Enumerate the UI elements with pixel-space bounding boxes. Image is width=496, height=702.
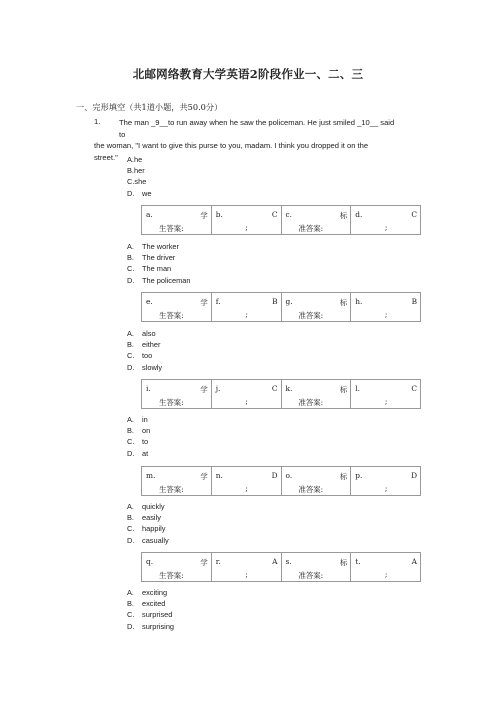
cell-text: 准答案: — [298, 311, 324, 320]
option-letter: D. — [127, 188, 135, 198]
option-letter: A. — [127, 415, 134, 424]
cell-tail: 学 — [200, 385, 208, 394]
cell-label: a. — [146, 210, 153, 219]
option-d[interactable] — [127, 448, 150, 459]
option-text: The man — [142, 264, 172, 274]
answer-cell — [282, 380, 352, 408]
cell-label: e. — [146, 297, 153, 306]
cell-tail: 标 — [339, 385, 348, 394]
cell-text: 生答案: — [159, 311, 184, 320]
option-c[interactable] — [127, 523, 169, 534]
section-heading: 一、完形填空（共1道小题，共50.0分） — [76, 102, 223, 112]
page-title: 北邮网络教育大学英语2阶段作业一、二、三 — [132, 67, 364, 81]
option-a[interactable] — [127, 241, 190, 252]
answer-cell — [142, 467, 212, 495]
option-list-3 — [127, 328, 162, 373]
option-list-5 — [127, 501, 169, 546]
cell-tail: 标 — [339, 558, 348, 567]
option-text: her — [133, 166, 145, 176]
cell-text: ; — [245, 484, 248, 493]
option-text: exciting — [142, 588, 168, 597]
answer-cell — [351, 293, 420, 321]
cell-text: 准答案: — [298, 224, 324, 233]
option-text: easily — [142, 513, 161, 523]
answer-cell — [142, 553, 212, 581]
cell-label: t. — [355, 557, 361, 566]
cell-tail: 标 — [339, 472, 348, 481]
option-text: excited — [142, 599, 166, 609]
cell-label: q. — [146, 557, 154, 566]
option-text: casually — [142, 535, 169, 545]
answer-cell — [212, 293, 282, 321]
cell-label: r. — [215, 557, 221, 566]
option-letter: C. — [127, 264, 135, 274]
option-text: The driver — [142, 253, 176, 263]
cell-tail: 学 — [200, 298, 208, 307]
answer-cell — [351, 380, 420, 408]
option-b[interactable] — [127, 165, 151, 176]
cell-label: f. — [215, 297, 221, 306]
cell-tail: B — [411, 297, 417, 306]
option-text: he — [133, 155, 143, 164]
cell-label: p. — [355, 471, 363, 480]
answer-cell — [142, 206, 212, 234]
cell-tail: D — [271, 471, 278, 480]
option-a[interactable] — [127, 587, 174, 598]
cell-tail: C — [271, 210, 278, 219]
option-letter: C. — [127, 437, 135, 447]
cell-text: ; — [245, 310, 248, 319]
option-letter: A. — [127, 588, 134, 597]
option-c[interactable] — [127, 176, 151, 187]
cell-text: 生答案: — [159, 571, 184, 580]
answer-cell — [282, 293, 352, 321]
option-letter: C. — [127, 610, 135, 620]
cell-label: h. — [355, 297, 363, 306]
cell-text: ; — [245, 223, 248, 232]
cell-tail: A — [411, 557, 417, 566]
cell-text: 准答案: — [298, 485, 324, 494]
option-list-2 — [127, 241, 190, 286]
option-c[interactable] — [127, 263, 190, 274]
option-text: also — [142, 329, 156, 338]
option-list-1 — [127, 154, 151, 199]
option-b[interactable] — [127, 512, 169, 523]
option-letter: B. — [127, 513, 134, 523]
option-text: too — [142, 351, 153, 361]
option-letter: B. — [127, 166, 134, 176]
option-text: quickly — [142, 502, 165, 511]
option-text: The worker — [142, 242, 179, 251]
option-c[interactable] — [127, 350, 162, 361]
option-text: in — [142, 415, 148, 424]
answer-cell — [351, 206, 420, 234]
answer-cell — [212, 467, 282, 495]
option-c[interactable] — [127, 609, 174, 620]
cell-text: ; — [384, 223, 388, 232]
answer-cell — [212, 206, 282, 234]
option-text: on — [142, 426, 151, 436]
option-text: slowly — [142, 362, 163, 372]
answer-cell — [282, 553, 352, 581]
option-text: at — [142, 448, 149, 458]
answer-cell — [351, 467, 420, 495]
cell-text: 准答案: — [298, 398, 324, 407]
option-letter: B. — [127, 253, 134, 263]
option-d[interactable] — [127, 621, 174, 632]
cell-tail: B — [272, 297, 278, 306]
option-a[interactable] — [127, 414, 150, 425]
option-letter: D. — [127, 535, 135, 545]
option-letter: A. — [127, 155, 134, 164]
option-letter: A. — [127, 502, 134, 511]
option-letter: D. — [127, 362, 135, 372]
answer-cell — [142, 293, 212, 321]
option-text: we — [142, 188, 152, 198]
answer-cell — [142, 380, 212, 408]
option-letter: B. — [127, 426, 134, 436]
cell-label: m. — [146, 471, 156, 480]
cell-tail: C — [411, 384, 417, 393]
cell-label: n. — [215, 471, 223, 480]
cell-text: ; — [384, 484, 388, 493]
option-a[interactable] — [127, 154, 151, 165]
cell-label: l. — [355, 384, 360, 393]
answer-cell — [212, 553, 282, 581]
question-text — [94, 117, 401, 163]
option-letter: D. — [127, 275, 135, 285]
option-letter: D. — [127, 448, 135, 458]
option-text: surprised — [142, 610, 173, 620]
option-d[interactable] — [127, 188, 151, 199]
option-letter: B. — [127, 599, 134, 609]
question-line-1: The man _9__to run away when he saw the policeman. He just smiled _10__ said to — [119, 118, 395, 139]
option-letter: B. — [127, 340, 134, 350]
option-list-4 — [127, 414, 150, 459]
cell-label: k. — [285, 384, 293, 393]
cell-text: ; — [384, 397, 388, 406]
option-list-6 — [127, 587, 174, 632]
option-text: happily — [142, 524, 166, 534]
cell-tail: A — [272, 557, 278, 566]
cell-tail: 标 — [339, 211, 348, 220]
option-text: The policeman — [142, 275, 191, 285]
option-a[interactable] — [127, 328, 162, 339]
cell-label: b. — [215, 210, 223, 219]
cell-tail: 标 — [339, 298, 348, 307]
cell-text: 生答案: — [159, 224, 184, 233]
cell-tail: D — [411, 471, 417, 480]
option-text: surprising — [142, 621, 175, 631]
option-letter: C. — [127, 177, 135, 187]
option-text: to — [142, 437, 149, 447]
question-line-3: street." — [94, 152, 118, 162]
cell-label: s. — [285, 557, 292, 566]
cell-text: 生答案: — [159, 398, 184, 407]
cell-label: c. — [285, 210, 292, 219]
answer-table-1 — [141, 205, 421, 235]
cell-tail: C — [411, 210, 417, 219]
cell-label: g. — [285, 297, 293, 306]
option-text: either — [142, 340, 161, 350]
option-a[interactable] — [127, 501, 169, 512]
cell-tail: 学 — [200, 558, 208, 567]
cell-text: ; — [384, 570, 388, 579]
option-letter: C. — [127, 351, 135, 361]
cell-tail: 学 — [200, 211, 208, 220]
cell-label: o. — [285, 471, 293, 480]
option-letter: A. — [127, 329, 134, 338]
option-b[interactable] — [127, 339, 162, 350]
option-b[interactable] — [127, 598, 174, 609]
answer-table-5 — [141, 552, 421, 582]
cell-label: i. — [146, 384, 151, 393]
option-text: she — [134, 177, 147, 187]
option-letter: D. — [127, 621, 135, 631]
cell-text: ; — [245, 570, 248, 579]
answer-cell — [282, 206, 352, 234]
option-letter: A. — [127, 242, 134, 251]
cell-text: ; — [245, 397, 248, 406]
cell-tail: C — [271, 384, 278, 393]
answer-cell — [282, 467, 352, 495]
cell-text: 准答案: — [298, 571, 324, 580]
option-b[interactable] — [127, 252, 190, 263]
option-d[interactable] — [127, 362, 162, 373]
answer-cell — [212, 380, 282, 408]
cell-label: d. — [355, 210, 363, 219]
option-d[interactable] — [127, 275, 190, 286]
question-line-2: the woman, "I want to give this purse to you, madam. I think you dropped it on the — [94, 141, 369, 150]
option-b[interactable] — [127, 425, 150, 436]
cell-tail: 学 — [200, 472, 208, 481]
answer-table-3 — [141, 379, 421, 409]
cell-text: ; — [384, 310, 388, 319]
answer-table-2 — [141, 292, 421, 322]
cell-label: j. — [215, 384, 221, 393]
answer-cell — [351, 553, 420, 581]
answer-table-4 — [141, 466, 421, 496]
option-letter: C. — [127, 524, 135, 534]
cell-text: 生答案: — [159, 485, 184, 494]
option-d[interactable] — [127, 535, 169, 546]
question-number: 1. — [94, 117, 101, 126]
option-c[interactable] — [127, 436, 150, 447]
